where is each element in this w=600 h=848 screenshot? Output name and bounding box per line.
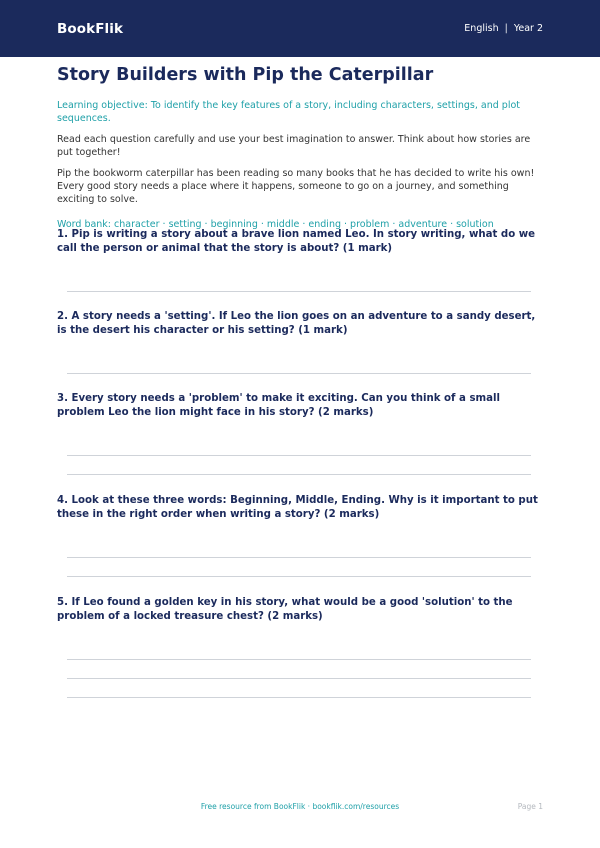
question-4 [57, 494, 544, 522]
answer-line[interactable] [67, 678, 531, 679]
answer-line[interactable] [67, 455, 531, 456]
subject-year-label [464, 23, 543, 34]
question-5 [57, 596, 544, 624]
footer-credit[interactable]: Free resource from BookFlik · bookflik.com/resources [200, 802, 400, 811]
question-text: 1. Pip is writing a story about a brave lion named Leo. In story writing, what do we call the person or animal that the story is about? (1 mark) [57, 229, 536, 254]
separator: | [504, 23, 508, 34]
page-number: Page 1 [517, 802, 543, 811]
question-text: 5. If Leo found a golden key in his story, what would be a good 'solution' to the problem of a locked treasure chest? (2 marks) [57, 597, 513, 622]
top-banner [0, 0, 600, 57]
worksheet-intro [57, 64, 544, 231]
question-text: 4. Look at these three words: Beginning, Middle, Ending. Why is it important to put these in the right order when writing a story? (2 marks) [57, 495, 538, 520]
subject-label: English [464, 23, 499, 34]
question-3 [57, 392, 544, 420]
answer-line[interactable] [67, 474, 531, 475]
year-label: Year 2 [513, 23, 543, 34]
page-title: Story Builders with Pip the Caterpillar [57, 65, 434, 85]
question-1 [57, 228, 544, 256]
answer-line[interactable] [67, 697, 531, 698]
answer-line[interactable] [67, 373, 531, 374]
question-text: 3. Every story needs a 'problem' to make it exciting. Can you think of a small problem Leo the lion might face in his story? (2 marks) [57, 393, 500, 418]
instructions-paragraph: Read each question carefully and use your best imagination to answer. Think about how stories are put together! [57, 134, 531, 158]
story-paragraph: Pip the bookworm caterpillar has been reading so many books that he has decided to write his own! Every good story needs a place where it happens, someone to go on a journey, and something exciting to solve. [57, 168, 535, 205]
question-2 [57, 310, 544, 338]
brand-logo[interactable]: BookFlik [57, 20, 124, 37]
answer-line[interactable] [67, 576, 531, 577]
question-text: 2. A story needs a 'setting'. If Leo the lion goes on an adventure to a sandy desert, is the desert his character or his setting? (1 mark) [57, 311, 536, 336]
answer-line[interactable] [67, 557, 531, 558]
answer-line[interactable] [67, 291, 531, 292]
word-bank: Word bank: character · setting · beginning · middle · ending · problem · adventure · solution [57, 219, 494, 230]
answer-line[interactable] [67, 659, 531, 660]
learning-objective: Learning objective: To identify the key features of a story, including characters, settings, and plot sequences. [57, 100, 520, 124]
